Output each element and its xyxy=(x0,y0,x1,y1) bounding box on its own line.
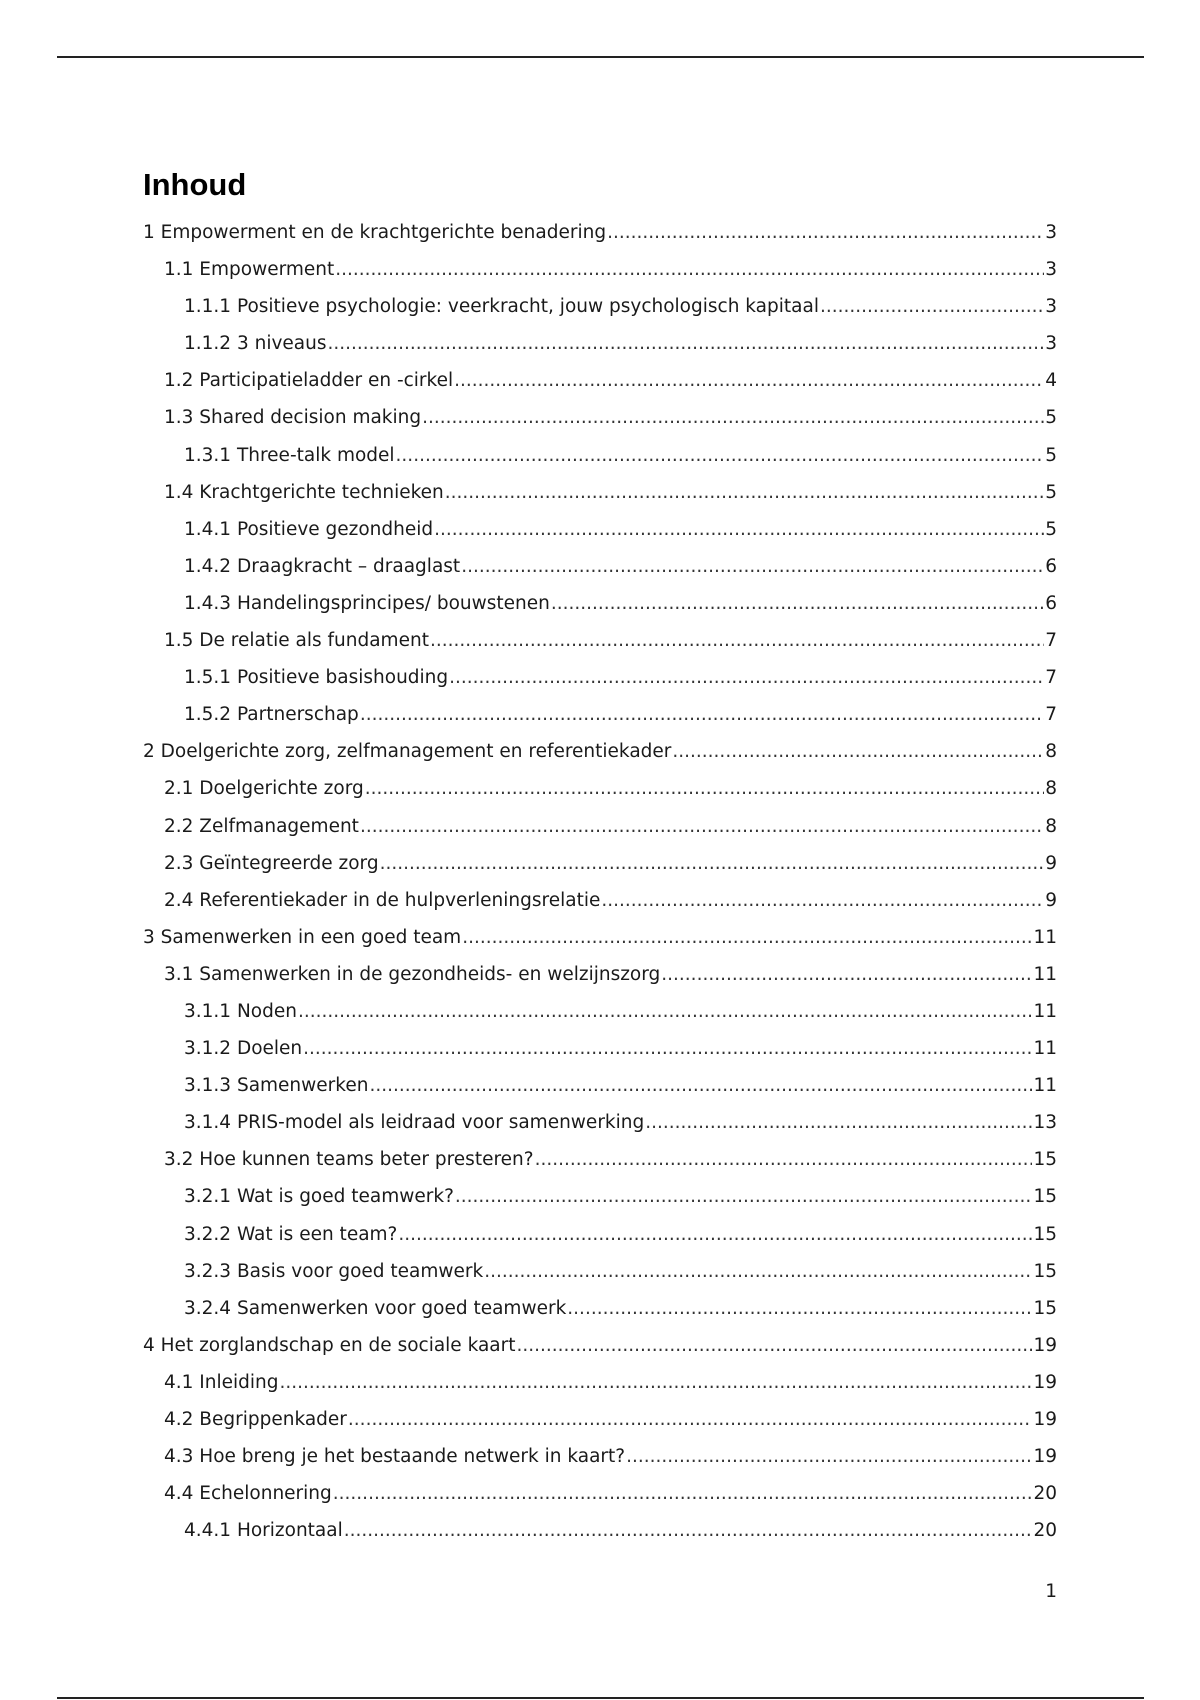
toc-entry[interactable] xyxy=(143,1368,1057,1405)
table-of-contents xyxy=(143,218,1057,1553)
toc-entry-title[interactable]: 1.2 Participatieladder en -cirkel xyxy=(164,370,454,392)
toc-entry-title[interactable]: 3.1.2 Doelen xyxy=(184,1038,303,1060)
toc-entry[interactable] xyxy=(143,552,1057,589)
toc-dot-leader xyxy=(551,589,1044,619)
toc-dot-leader xyxy=(454,366,1044,396)
toc-entry-title[interactable]: 4.2 Begrippenkader xyxy=(164,1409,347,1430)
toc-entry-title[interactable]: 4.4.1 Horizontaal xyxy=(184,1520,343,1542)
toc-dot-leader xyxy=(601,886,1044,916)
toc-dot-leader xyxy=(567,1294,1032,1324)
toc-dot-leader xyxy=(449,663,1044,693)
toc-entry-title[interactable]: 2 Doelgerichte zorg, zelfmanagement en referentiekader xyxy=(143,741,672,763)
header-rule xyxy=(57,56,1144,58)
toc-entry[interactable] xyxy=(143,515,1057,552)
toc-entry-page[interactable]: 7 xyxy=(1045,667,1057,689)
toc-entry-title[interactable]: 3.1.1 Noden xyxy=(184,1000,297,1022)
toc-entry[interactable] xyxy=(143,1294,1057,1331)
toc-entry-page[interactable]: 5 xyxy=(1045,444,1057,466)
toc-entry[interactable] xyxy=(143,1257,1057,1294)
toc-dot-leader xyxy=(455,1182,1033,1212)
toc-entry-page[interactable]: 13 xyxy=(1033,1112,1057,1134)
page-number: 1 xyxy=(1045,1581,1057,1602)
toc-dot-leader xyxy=(607,218,1044,248)
toc-entry-page[interactable]: 5 xyxy=(1045,407,1057,429)
toc-entry-page[interactable]: 11 xyxy=(1033,926,1057,948)
toc-dot-leader xyxy=(335,255,1044,285)
toc-entry-title[interactable]: 1.1.2 3 niveaus xyxy=(184,333,327,355)
toc-entry-page[interactable]: 11 xyxy=(1033,1075,1057,1097)
toc-entry-page[interactable]: 9 xyxy=(1045,852,1057,874)
toc-entry-page[interactable]: 8 xyxy=(1045,741,1057,763)
toc-dot-leader xyxy=(303,1034,1032,1064)
toc-entry[interactable] xyxy=(143,700,1057,737)
toc-entry-page[interactable]: 15 xyxy=(1033,1297,1057,1319)
toc-dot-leader xyxy=(380,849,1045,879)
toc-entry-page[interactable]: 15 xyxy=(1033,1223,1057,1245)
toc-entry[interactable] xyxy=(143,1331,1057,1368)
toc-entry-title[interactable]: 3 Samenwerken in een goed team xyxy=(143,926,462,948)
toc-dot-leader xyxy=(672,737,1044,767)
toc-entry[interactable] xyxy=(143,1405,1057,1442)
toc-entry-title[interactable]: 1.4 Krachtgerichte technieken xyxy=(164,481,444,503)
toc-dot-leader xyxy=(430,626,1044,656)
toc-entry-page[interactable]: 19 xyxy=(1033,1409,1057,1430)
toc-dot-leader xyxy=(365,774,1044,804)
toc-dot-leader xyxy=(396,441,1045,471)
toc-entry-title[interactable]: 2.4 Referentiekader in de hulpverleningsrelatie xyxy=(164,889,601,911)
toc-dot-leader xyxy=(369,1071,1032,1101)
toc-dot-leader xyxy=(398,1220,1032,1250)
toc-dot-leader xyxy=(645,1108,1032,1138)
toc-entry[interactable] xyxy=(143,478,1057,515)
toc-entry[interactable] xyxy=(143,886,1057,923)
toc-entry[interactable] xyxy=(143,329,1057,366)
toc-dot-leader xyxy=(280,1368,1033,1398)
toc-entry-page[interactable]: 3 xyxy=(1045,259,1057,281)
toc-entry[interactable] xyxy=(143,218,1057,255)
toc-dot-leader xyxy=(298,997,1032,1027)
toc-heading: Inhoud xyxy=(143,167,247,202)
toc-entry-page[interactable]: 7 xyxy=(1045,704,1057,726)
toc-entry-page[interactable]: 6 xyxy=(1045,592,1057,614)
toc-entry-page[interactable]: 3 xyxy=(1045,222,1057,243)
toc-entry-page[interactable]: 8 xyxy=(1045,778,1057,800)
toc-entry-page[interactable]: 19 xyxy=(1033,1371,1057,1393)
toc-entry[interactable] xyxy=(143,1516,1057,1553)
toc-entry-title[interactable]: 1.4.1 Positieve gezondheid xyxy=(184,518,434,540)
toc-entry-page[interactable]: 5 xyxy=(1045,518,1057,540)
toc-dot-leader xyxy=(360,812,1044,842)
toc-entry[interactable] xyxy=(143,292,1057,329)
toc-dot-leader xyxy=(348,1405,1033,1435)
toc-entry-title[interactable]: 1.5.2 Partnerschap xyxy=(184,704,359,726)
toc-entry[interactable] xyxy=(143,923,1057,960)
toc-entry-title[interactable]: 3.2.4 Samenwerken voor goed teamwerk xyxy=(184,1297,567,1319)
toc-entry[interactable] xyxy=(143,960,1057,997)
toc-entry-title[interactable]: 4 Het zorglandschap en de sociale kaart xyxy=(143,1334,516,1356)
toc-entry[interactable] xyxy=(143,1108,1057,1145)
toc-entry[interactable] xyxy=(143,589,1057,626)
toc-dot-leader xyxy=(461,552,1044,582)
toc-entry-page[interactable]: 11 xyxy=(1033,963,1057,985)
toc-entry[interactable] xyxy=(143,1182,1057,1219)
toc-entry-page[interactable]: 5 xyxy=(1045,481,1057,503)
toc-entry-page[interactable]: 11 xyxy=(1033,1000,1057,1022)
toc-entry-page[interactable]: 9 xyxy=(1045,889,1057,911)
toc-entry-title[interactable]: 1.5.1 Positieve basishouding xyxy=(184,667,449,689)
toc-entry[interactable] xyxy=(143,1145,1057,1182)
toc-entry-title[interactable]: 3.1.4 PRIS-model als leidraad voor samenwerking xyxy=(184,1112,645,1134)
toc-entry-title[interactable]: 3.1.3 Samenwerken xyxy=(184,1075,369,1097)
toc-entry-page[interactable]: 7 xyxy=(1045,630,1057,652)
toc-entry[interactable] xyxy=(143,812,1057,849)
toc-entry-title[interactable]: 3.2.2 Wat is een team? xyxy=(184,1223,398,1245)
toc-entry-title[interactable]: 4.4 Echelonnering xyxy=(164,1483,332,1505)
toc-dot-leader xyxy=(535,1145,1033,1175)
toc-entry-title[interactable]: 1.3.1 Three-talk model xyxy=(184,444,395,466)
toc-entry-page[interactable]: 3 xyxy=(1045,296,1057,318)
toc-entry[interactable] xyxy=(143,441,1057,478)
toc-entry[interactable] xyxy=(143,366,1057,403)
toc-dot-leader xyxy=(661,960,1032,990)
toc-entry-page[interactable]: 15 xyxy=(1033,1186,1057,1208)
toc-entry[interactable] xyxy=(143,1071,1057,1108)
toc-entry-page[interactable]: 11 xyxy=(1033,1038,1057,1060)
toc-dot-leader xyxy=(517,1331,1033,1361)
toc-dot-leader xyxy=(360,700,1044,730)
toc-entry-page[interactable]: 20 xyxy=(1033,1483,1057,1505)
toc-entry[interactable] xyxy=(143,997,1057,1034)
toc-entry-page[interactable]: 3 xyxy=(1045,333,1057,355)
toc-dot-leader xyxy=(484,1257,1032,1287)
toc-dot-leader xyxy=(462,923,1032,953)
toc-entry-title[interactable]: 4.1 Inleiding xyxy=(164,1371,279,1393)
toc-dot-leader xyxy=(445,478,1044,508)
toc-entry-title[interactable]: 3.2.1 Wat is goed teamwerk? xyxy=(184,1186,454,1208)
toc-entry[interactable] xyxy=(143,626,1057,663)
toc-entry-page[interactable]: 15 xyxy=(1033,1260,1057,1282)
toc-entry[interactable] xyxy=(143,1220,1057,1257)
toc-entry[interactable] xyxy=(143,1442,1057,1479)
toc-entry[interactable] xyxy=(143,1479,1057,1516)
footer-rule xyxy=(57,1697,1144,1699)
toc-dot-leader xyxy=(422,403,1044,433)
toc-entry-title[interactable]: 3.2 Hoe kunnen teams beter presteren? xyxy=(164,1149,534,1171)
toc-entry-title[interactable]: 1.1 Empowerment xyxy=(164,259,335,281)
toc-entry-title[interactable]: 3.1 Samenwerken in de gezondheids- en welzijnszorg xyxy=(164,963,661,985)
toc-entry[interactable] xyxy=(143,403,1057,440)
toc-entry-page[interactable]: 6 xyxy=(1045,555,1057,577)
toc-dot-leader xyxy=(434,515,1044,545)
toc-entry-page[interactable]: 19 xyxy=(1033,1334,1057,1356)
toc-entry-title[interactable]: 1.3 Shared decision making xyxy=(164,407,422,429)
toc-dot-leader xyxy=(333,1479,1033,1509)
toc-entry-page[interactable]: 8 xyxy=(1045,815,1057,837)
toc-dot-leader xyxy=(344,1516,1033,1546)
toc-entry-page[interactable]: 15 xyxy=(1033,1149,1057,1171)
toc-entry-title[interactable]: 1.1.1 Positieve psychologie: veerkracht, jouw psychologisch kapitaal xyxy=(184,296,819,318)
toc-entry-title[interactable]: 3.2.3 Basis voor goed teamwerk xyxy=(184,1260,484,1282)
toc-entry-title[interactable]: 2.2 Zelfmanagement xyxy=(164,815,359,837)
toc-entry-page[interactable]: 20 xyxy=(1033,1520,1057,1542)
toc-entry-title[interactable]: 2.3 Geïntegreerde zorg xyxy=(164,852,379,874)
toc-entry[interactable] xyxy=(143,849,1057,886)
toc-entry-title[interactable]: 1.4.2 Draagkracht – draaglast xyxy=(184,555,461,577)
toc-entry[interactable] xyxy=(143,255,1057,292)
toc-entry-page[interactable]: 19 xyxy=(1033,1446,1057,1468)
toc-entry[interactable] xyxy=(143,737,1057,774)
toc-entry[interactable] xyxy=(143,663,1057,700)
toc-entry-title[interactable]: 1.4.3 Handelingsprincipes/ bouwstenen xyxy=(184,592,550,614)
toc-dot-leader xyxy=(820,292,1044,322)
toc-entry-title[interactable]: 1.5 De relatie als fundament xyxy=(164,630,429,652)
toc-entry-title[interactable]: 1 Empowerment en de krachtgerichte benadering xyxy=(143,222,607,243)
toc-entry[interactable] xyxy=(143,1034,1057,1071)
toc-dot-leader xyxy=(626,1442,1032,1472)
toc-entry-page[interactable]: 4 xyxy=(1045,370,1057,392)
toc-entry-title[interactable]: 2.1 Doelgerichte zorg xyxy=(164,778,364,800)
toc-dot-leader xyxy=(328,329,1045,359)
toc-entry[interactable] xyxy=(143,774,1057,811)
toc-entry-title[interactable]: 4.3 Hoe breng je het bestaande netwerk in kaart? xyxy=(164,1446,626,1468)
